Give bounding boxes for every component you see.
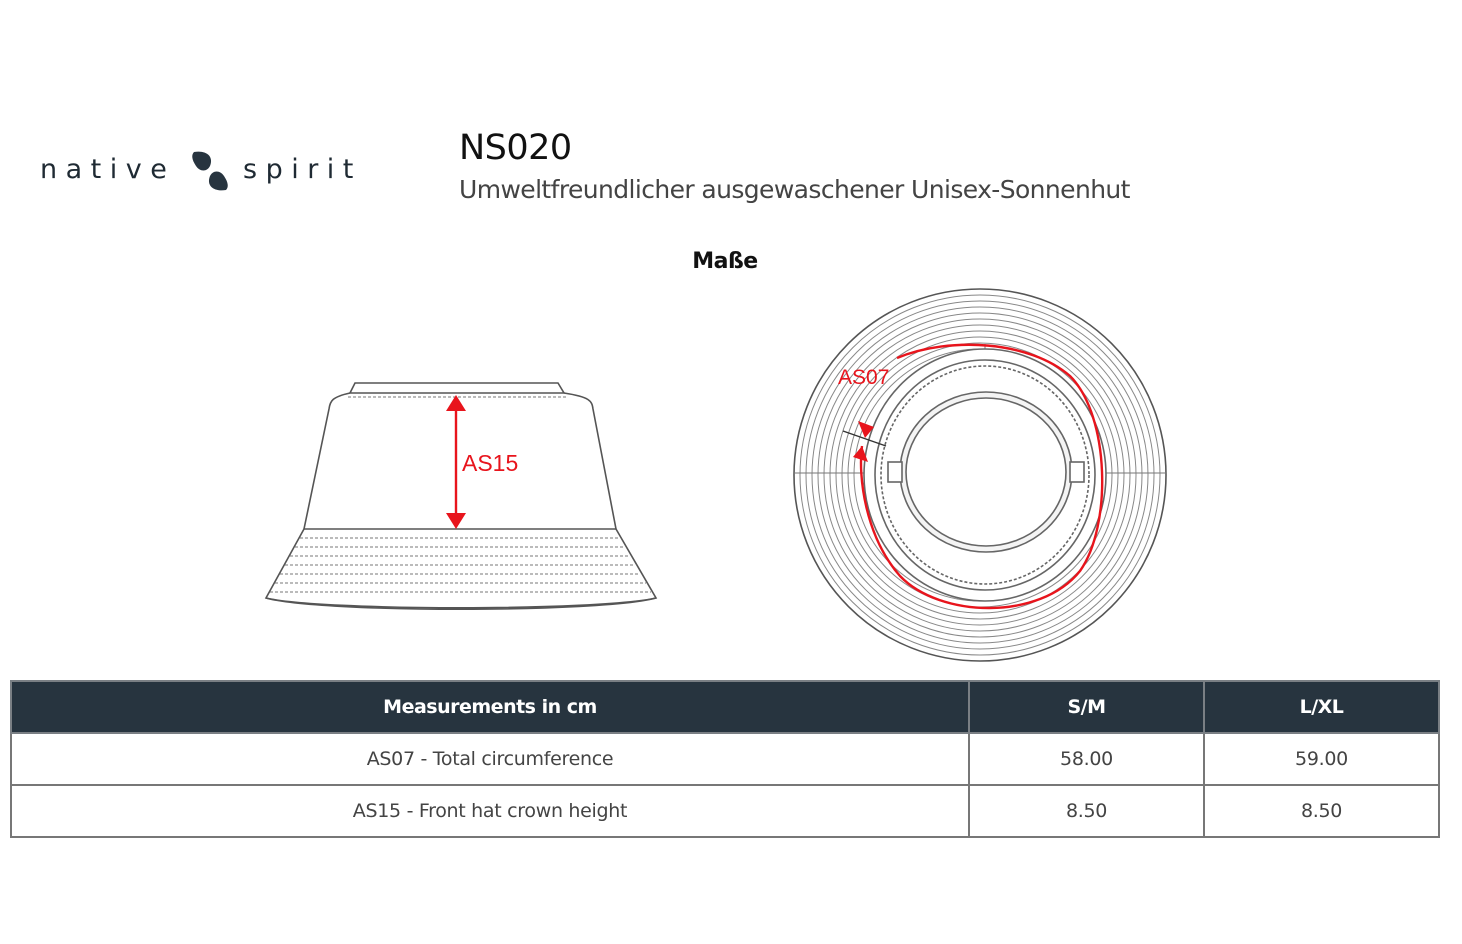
row-value-sm: 8.50 — [969, 785, 1204, 837]
table-row — [11, 785, 1439, 837]
row-value-sm: 58.00 — [969, 733, 1204, 785]
as07-label: AS07 — [838, 366, 890, 389]
header-measurement: Measurements in cm — [11, 681, 969, 733]
brand-name-part2: spirit — [243, 154, 362, 185]
measurements-table — [10, 680, 1440, 838]
row-value-lxl: 59.00 — [1204, 733, 1439, 785]
section-title: Maße — [692, 249, 758, 274]
header-size-sm: S/M — [969, 681, 1204, 733]
hat-side-view-diagram — [260, 375, 662, 615]
row-label: AS15 - Front hat crown height — [11, 785, 969, 837]
brand-name-part1: native — [40, 154, 176, 185]
table-header-row — [11, 681, 1439, 733]
product-title: Umweltfreundlicher ausgewaschener Unisex-Sonnenhut — [459, 175, 1130, 204]
as15-label: AS15 — [462, 450, 519, 476]
table-row — [11, 733, 1439, 785]
row-value-lxl: 8.50 — [1204, 785, 1439, 837]
row-label: AS07 - Total circumference — [11, 733, 969, 785]
brand-logo — [40, 148, 385, 196]
brand-leaf-icon — [190, 148, 230, 194]
product-code: NS020 — [459, 128, 572, 168]
header-size-lxl: L/XL — [1204, 681, 1439, 733]
hat-top-view-diagram — [790, 286, 1170, 664]
